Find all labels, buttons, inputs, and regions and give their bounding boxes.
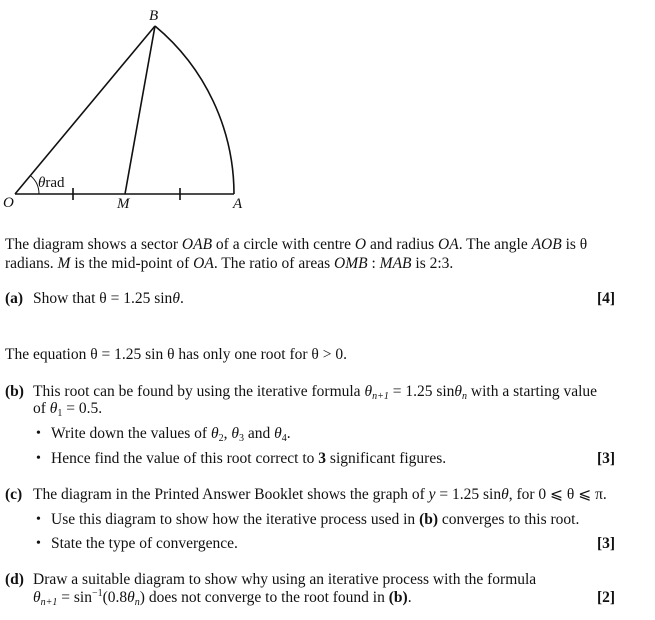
line-MB xyxy=(125,26,155,194)
part-b-line-1: This root can be found by using the iterative formula $\theta_{n+1} = 1.25$ sinθ$_n$ with a starting value xyxy=(33,383,598,402)
part-b-line-2: of $\theta_1 = 0.5$. xyxy=(33,400,103,419)
intro-line-2: radians. M is the mid-point of OA. The ratio of areas OMB : MAB is 2:3. xyxy=(5,255,454,272)
label-M: M xyxy=(117,196,130,212)
bullet-icon: • xyxy=(36,536,41,551)
label-O: O xyxy=(3,195,14,211)
part-a-label: (a) xyxy=(5,290,24,307)
sector-diagram xyxy=(0,0,260,220)
angle-symbol: θ xyxy=(38,175,46,191)
part-d-mark: [2] xyxy=(597,589,616,606)
part-d-label: (d) xyxy=(5,571,24,588)
part-a-mark: [4] xyxy=(597,290,616,307)
bullet-icon: • xyxy=(36,512,41,527)
part-b-mark: [3] xyxy=(597,450,616,467)
arc-AB xyxy=(155,26,234,194)
angle-label xyxy=(38,176,65,191)
part-b-bullet-1: Write down the values of $\theta_2$, $\theta_3$ and $\theta_4$. xyxy=(51,425,291,444)
part-c-bullet-2: State the type of convergence. xyxy=(51,535,238,552)
part-b-bullet-2: Hence find the value of this root correct to 3 significant figures. xyxy=(51,450,447,467)
equation-note: The equation θ = 1.25 sin θ has only one root for θ > 0. xyxy=(5,346,347,363)
part-d-line-1: Draw a suitable diagram to show why using an iterative process with the formula xyxy=(33,571,537,588)
line-OB xyxy=(15,26,155,194)
label-B: B xyxy=(149,8,159,24)
bullet-icon: • xyxy=(36,451,41,466)
angle-unit: rad xyxy=(45,175,65,191)
part-c-bullet-1: Use this diagram to show how the iterative process used in (b) converges to this root. xyxy=(51,511,580,528)
part-a-text: Show that θ = 1.25 sinθ. xyxy=(33,290,184,307)
label-A: A xyxy=(233,196,243,212)
part-c-mark: [3] xyxy=(597,535,616,552)
part-c-label: (c) xyxy=(5,486,23,503)
part-b-label: (b) xyxy=(5,383,24,400)
part-d-line-2: $\theta_{n+1} = \sin^{-1}(0.8\theta_n)$ does not converge to the root found in (b). xyxy=(33,588,412,608)
bullet-icon: • xyxy=(36,426,41,441)
part-c-line-1: The diagram in the Printed Answer Booklet shows the graph of y = 1.25 sinθ, for 0 ⩽ θ ⩽ π. xyxy=(33,486,607,503)
intro-line-1: The diagram shows a sector OAB of a circle with centre O and radius OA. The angle AOB is θ xyxy=(5,236,588,253)
